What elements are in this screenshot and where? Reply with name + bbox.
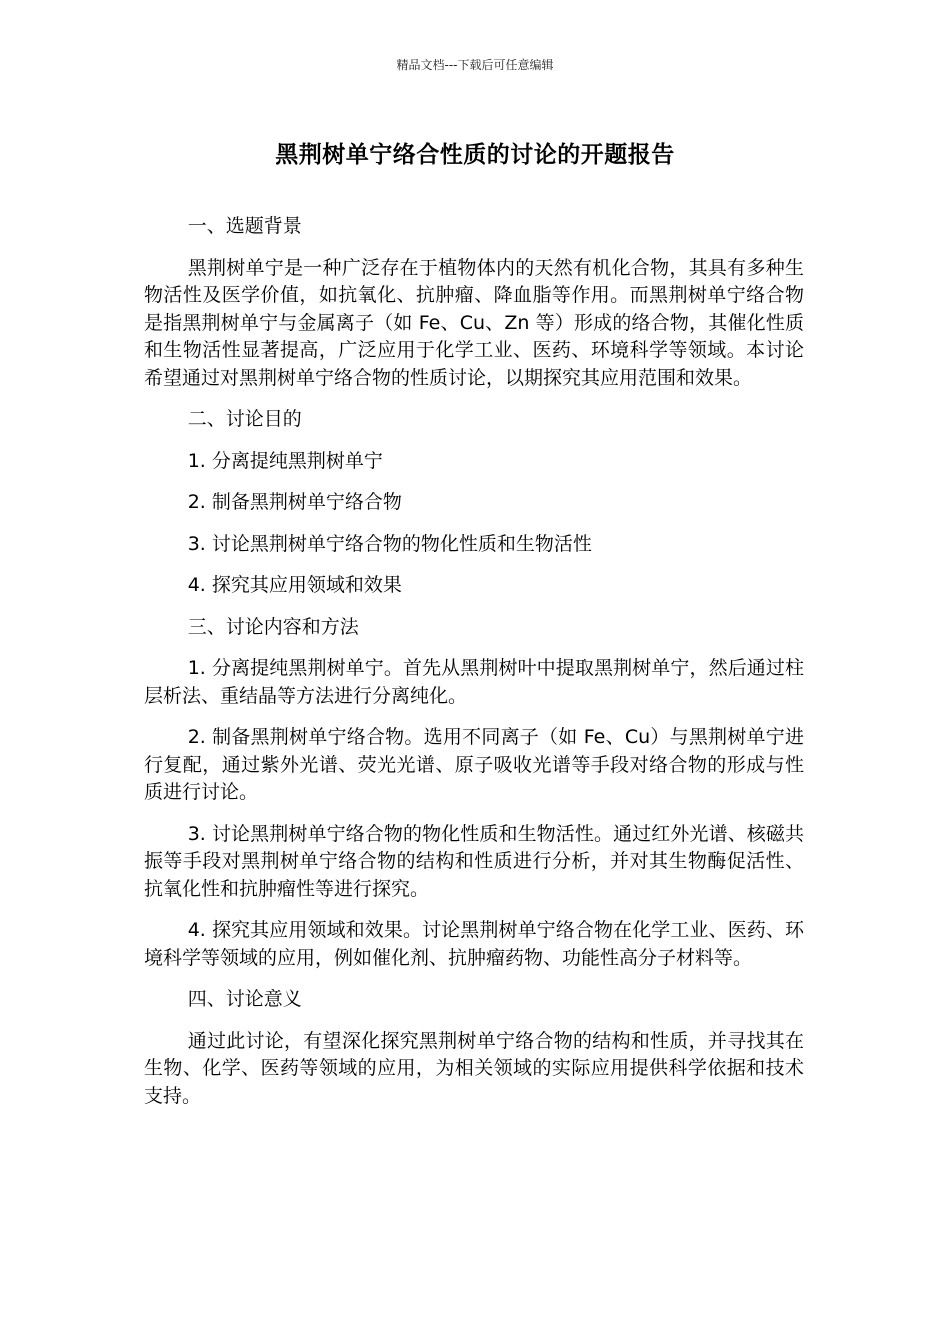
- section-heading-significance: 四、讨论意义: [187, 988, 302, 1010]
- purpose-item-3: 3. 讨论黑荆树单宁络合物的物化性质和生物活性: [187, 532, 592, 555]
- methods-paragraph-2: 2. 制备黑荆树单宁络合物。选用不同离子（如 Fe、Cu）与黑荆树单宁进行复配，通过紫外光谱、荧光光谱、原子吸收光谱等手段对络合物的形成与性质进行讨论。: [144, 726, 804, 803]
- methods-paragraph-1: 1. 分离提纯黑荆树单宁。首先从黑荆树叶中提取黑荆树单宁，然后通过柱层析法、重结晶等方法进行分离纯化。: [144, 657, 804, 707]
- section-heading-methods: 三、讨论内容和方法: [187, 615, 359, 638]
- purpose-item-1: 1. 分离提纯黑荆树单宁: [187, 449, 383, 472]
- section-heading-purpose: 二、讨论目的: [187, 408, 302, 430]
- purpose-item-2: 2. 制备黑荆树单宁络合物: [187, 491, 402, 513]
- paragraph-significance: 通过此讨论，有望深化探究黑荆树单宁络合物的结构和性质，并寻找其在生物、化学、医药等领域的应用，为相关领域的实际应用提供科学依据和技术支持。: [144, 1029, 804, 1107]
- purpose-item-4: 4. 探究其应用领域和效果: [187, 574, 402, 596]
- section-heading-background: 一、选题背景: [187, 215, 302, 237]
- header-note: 精品文档---下载后可任意编辑: [396, 58, 554, 72]
- paragraph-background: 黑荆树单宁是一种广泛存在于植物体内的天然有机化合物，其具有多种生物活性及医学价值，如抗氧化、抗肿瘤、降血脂等作用。而黑荆树单宁络合物是指黑荆树单宁与金属离子（如 Fe、Cu、Zn 等）形成的络合物，其催化性质和生物活性显著提高，广泛应用于化学工业、医药、环境科学等领域。本讨论希望通过对黑荆树单宁络合物的性质讨论，以期探究其应用范围和效果。: [144, 256, 804, 389]
- methods-paragraph-3: 3. 讨论黑荆树单宁络合物的物化性质和生物活性。通过红外光谱、核磁共振等手段对黑荆树单宁络合物的结构和性质进行分析，并对其生物酶促活性、抗氧化性和抗肿瘤性等进行探究。: [144, 822, 804, 900]
- document-title: 黑荆树单宁络合性质的讨论的开题报告: [275, 142, 675, 168]
- document-body: [144, 213, 804, 1124]
- methods-paragraph-4: 4. 探究其应用领域和效果。讨论黑荆树单宁络合物在化学工业、医药、环境科学等领域的应用，例如催化剂、抗肿瘤药物、功能性高分子材料等。: [144, 919, 804, 969]
